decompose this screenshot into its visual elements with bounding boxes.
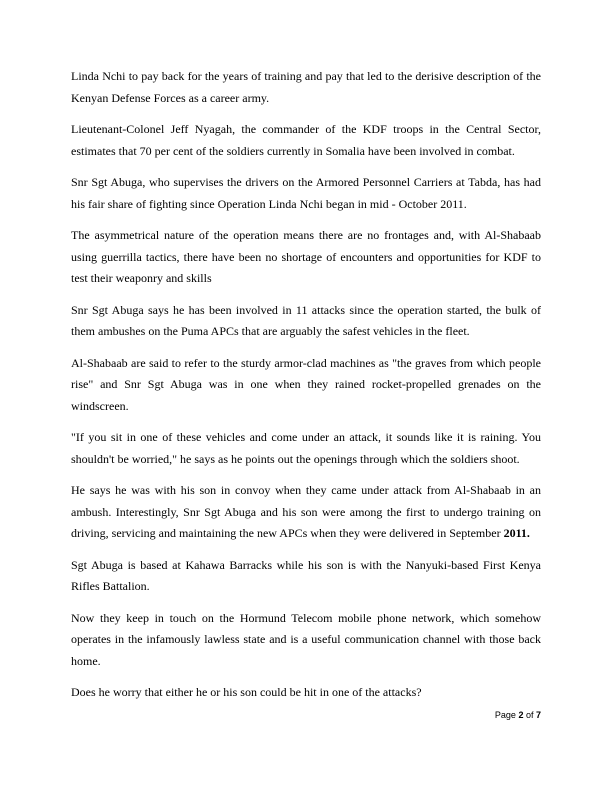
page-footer xyxy=(495,710,541,720)
footer-total-pages: 7 xyxy=(535,710,541,720)
footer-current-page: 2 xyxy=(518,710,524,720)
paragraph: Now they keep in touch on the Hormund Telecom mobile phone network, which somehow operates in the infamously lawless state and is a useful communication channel with those back home. xyxy=(71,610,541,668)
paragraph: Linda Nchi to pay back for the years of training and pay that led to the derisive description of the Kenyan Defense Forces as a career army. xyxy=(71,69,541,105)
paragraph xyxy=(71,480,541,545)
paragraph: Does he worry that either he or his son could be hit in one of the attacks? xyxy=(71,685,422,699)
paragraph: "If you sit in one of these vehicles and come under an attack, it sounds like it is raining. You shouldn't be worried," he says as he points out the openings through which the soldiers shoot. xyxy=(71,430,541,466)
paragraph: Sgt Abuga is based at Kahawa Barracks while his son is with the Nanyuki-based First Kenya Rifles Battalion. xyxy=(71,557,541,593)
paragraph: Al-Shabaab are said to refer to the sturdy armor-clad machines as "the graves from which people rise" and Snr Sgt Abuga was in one when they rained rocket-propelled grenades on the windscreen. xyxy=(71,355,541,413)
paragraph: Snr Sgt Abuga says he has been involved in 11 attacks since the operation started, the bulk of them ambushes on the Puma APCs that are arguably the safest vehicles in the fleet. xyxy=(71,302,541,338)
paragraph: The asymmetrical nature of the operation means there are no frontages and, with Al-Shabaab using guerrilla tactics, there have been no shortage of encounters and opportunities for KDF to test their weaponry and skills xyxy=(71,228,541,285)
footer-page-label: Page xyxy=(494,710,519,720)
footer-of-label: of xyxy=(523,710,536,720)
paragraph-bold-text: 2011. xyxy=(503,526,530,540)
document-body xyxy=(71,66,541,714)
paragraph-text: He says he was with his son in convoy when they came under attack from Al-Shabaab in an ambush. Interestingly, Snr Sgt Abuga and his son were among the first to undergo training on driving, servicing and maintaining the new APCs when they were delivered in September xyxy=(71,483,541,540)
paragraph: Snr Sgt Abuga, who supervises the drivers on the Armored Personnel Carriers at Tabda, has had his fair share of fighting since Operation Linda Nchi began in mid - October 2011. xyxy=(71,175,541,211)
paragraph: Lieutenant-Colonel Jeff Nyagah, the commander of the KDF troops in the Central Sector, estimates that 70 per cent of the soldiers currently in Somalia have been involved in combat. xyxy=(71,122,541,158)
